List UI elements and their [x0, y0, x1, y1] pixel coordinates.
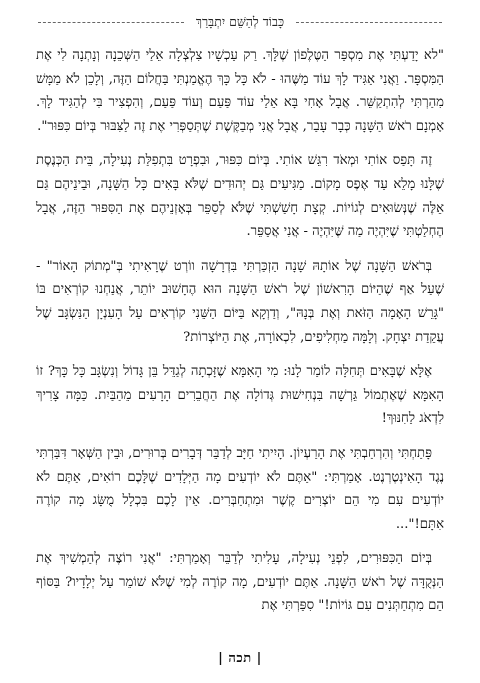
header-title: כָּבוֹד לְהַשֵּׁם יִתְבָּרַךְ [195, 14, 285, 29]
header-rule-right [38, 22, 184, 23]
paragraph-2: זֶה תָּפַס אוֹתִי וּמְאֹד רִגֵּשׁ אוֹתִי. בְּיוֹם כִּפּוּר, וּבִפְרָט בִּתְפִלַּת נְעִילָה, בֵּית הַכְּנֶסֶת שֶׁלָּנוּ מָלֵא עַד אֶפֶס מָקוֹם. מַגִּיעִים גַּם יְהוּדִים שֶׁלֹּא בָּאִים כָּל הַשָּׁנָה, וּבֵינֵיהֶם גַּם אֵלֶּה שֶׁנְּשׂוּאִים לְגוֹיוֹת. קְצָת חָשַׁשְׁתִּי שֶׁלֹּא לְסַפֵּר בְּאָזְנֵיהֶם אֶת הַסִּפּוּר הַזֶּה, אֲבָל הֶחְלַטְתִּי שֶׁיִּהְיֶה מַה שֶּׁיִּהְיֶה - אֲנִי אֲסַפֵּר. [36, 153, 444, 240]
paragraph-3: בְּרֹאשׁ הַשָּׁנָה שֶׁל אוֹתָהּ שָׁנָה הַזְכַּרְתִּי בִּדְרָשָׁה ווֹרְט שֶׁרָאִיתִי בְּ"מְתוֹק הָאוֹר" - שֶׁעַל אַף שֶׁהַיּוֹם הָרִאשׁוֹן שֶׁל רֹאשׁ הַשָּׁנָה הוּא הֶחָשׁוּב יוֹתֵר, אֲנַחְנוּ קוֹרְאִים בּוֹ "גָּרֵשׁ הָאָמָה הַזֹּאת וְאֶת בְּנָהּ", וְדַוְקָא בַּיּוֹם הַשֵּׁנִי קוֹרְאִים עַל הָעִנְיָן הַנִּשְׂגָּב שֶׁל עֲקֵדַת יִצְחָק. וְלָמָּה מַחְלִיפִים, לִכְאוֹרָה, אֶת הַיּוֹצְרוֹת? [36, 258, 444, 345]
header-rule-left [296, 22, 442, 23]
running-header [38, 12, 442, 32]
paragraph-5: פָּתַחְתִּי וְהִרְחַבְתִּי אֶת הָרַעְיוֹן. הָיִיתִי חַיָּב לְדַבֵּר דְּבָרִים בְּרוּרִים, וּבֵין הַשְּׁאָר דִּבַּרְתִּי נֶגֶד הָאִינְטֶרְנֶט. אָמַרְתִּי: "אַתֶּם לֹא יוֹדְעִים מָה הַיְּלָדִים שֶׁלָּכֶם רוֹאִים, אַתֶּם לֹא יוֹדְעִים עִם מִי הֵם יוֹצְרִים קֶשֶׁר וּמִתְחַבְּרִים. אֵין לָכֶם בִּכְלָל מֻשָּׂג מָה קוֹרֶה אִתָּם!"... [36, 445, 444, 532]
page-body [36, 44, 444, 629]
page-number: | תכה | [218, 651, 262, 666]
paragraph-4: אֶלָּא שֶׁבָּאִים תְּחִלָּה לוֹמַר לָנוּ: מִי הָאִמָּא שֶׁזָּכְתָה לְגַדֵּל בֵּן גָּדוֹל וְנִשְׂגָּב כָּל כָּךְ? זוֹ הָאִמָּא שֶׁאֶתְמוֹל גֵּרְשָׁה בִּנְחִישׁוּת גְּדוֹלָה אֶת הַחֲבֵרִים הָרָעִים מֵהַבַּיִת. כַּמָּה צָרִיךְ לִדְאֹג לַחִנּוּךְ! [36, 364, 444, 427]
paragraph-6: בְּיוֹם הַכִּפּוּרִים, לִפְנֵי נְעִילָה, עָלִיתִי לְדַבֵּר וְאָמַרְתִּי: "אֲנִי רוֹצֶה לְהַמְשִׁיךְ אֶת הַנְּקֻדָּה שֶׁל רֹאשׁ הַשָּׁנָה. אַתֶּם יוֹדְעִים, מָה קוֹרֶה לְמִי שֶׁלֹּא שׁוֹמֵר עַל יְלָדָיו? בַּסּוֹף הֵם מִתְחַתְּנִים עִם גּוֹיוֹת!" סִפַּרְתִּי אֶת [36, 551, 444, 614]
paragraph-1: "לא יָדַעְתִּי אֶת מִסְפַּר הַטֶּלֶפוֹן שֶׁלָּךְ. רַק עַכְשָׁיו צִלְצְלָה אֵלַי הַשְּׁכֵנָה וְנָתְנָה לִי אֶת הַמִּסְפָּר. וַאֲנִי אַגִּיד לָךְ עוֹד מַשֶּׁהוּ - לֹא כָּל כָּךְ הֶאֱמַנְתִּי בַּחֲלוֹם הַזֶּה, וְלָכֵן לֹא מַמָּשׁ מִהַרְתִּי לְהִתְקַשֵּׁר. אֲבָל אָחִי בָּא אֵלַי עוֹד פַּעַם וְעוֹד פַּעַם, וְהִפְצִיר בִּי לְהַגִּיד לָךְ. אָמְנָם רֹאשׁ הַשָּׁנָה כְּבָר עָבַר, אֲבָל אֲנִי מְבַקֶּשֶׁת שֶׁתְּסַפְּרִי אֶת זֶה לַצִּבּוּר בְּיוֹם כִּפּוּר". [36, 48, 444, 134]
